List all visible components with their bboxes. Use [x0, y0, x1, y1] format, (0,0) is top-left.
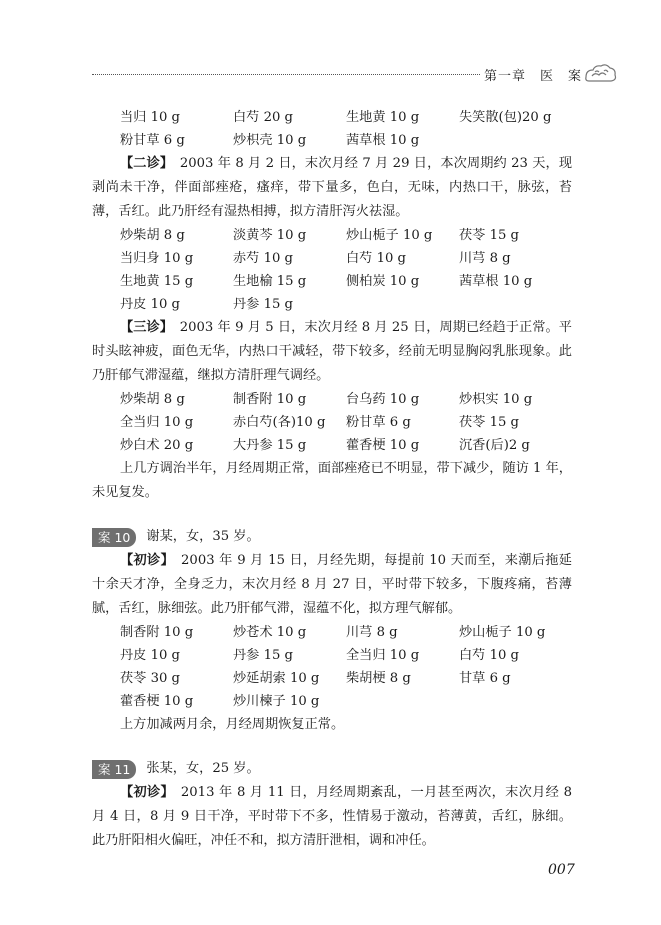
section-label: 医 案	[540, 69, 583, 84]
herb-dosage: 生地榆 15 g	[233, 274, 307, 289]
herb-dosage: 茯苓 15 g	[459, 415, 519, 430]
paragraph-text: 上方加减两月余，月经周期恢复正常。	[120, 717, 345, 732]
prescription-row	[120, 388, 572, 411]
prescription-list	[92, 106, 572, 152]
herb-dosage: 茜草根 10 g	[459, 274, 533, 289]
herb-dosage: 失笑散(包)20 g	[459, 110, 552, 125]
herb-dosage: 炒枳实 10 g	[459, 392, 533, 407]
herb-dosage: 藿香梗 10 g	[346, 438, 420, 453]
page-body	[92, 106, 572, 853]
cloud-ornament-icon	[582, 62, 618, 84]
herb-dosage: 全当归 10 g	[120, 415, 194, 430]
herb-dosage: 炒苍术 10 g	[233, 625, 307, 640]
prescription-list	[92, 621, 572, 713]
herb-dosage: 生地黄 10 g	[346, 110, 420, 125]
herb-dosage: 甘草 6 g	[459, 671, 511, 686]
herb-dosage: 全当归 10 g	[346, 648, 420, 663]
paragraph-text: 上几方调治半年，月经周期正常，面部痤疮已不明显，带下减少，随访 1 年，未见复发。	[92, 461, 572, 500]
prescription-row	[120, 224, 572, 247]
herb-dosage: 茯苓 30 g	[120, 671, 180, 686]
herb-dosage: 粉甘草 6 g	[120, 133, 185, 148]
patient-info: 张某，女，25 岁。	[146, 761, 260, 776]
herb-dosage: 炒白术 20 g	[120, 438, 194, 453]
herb-dosage: 茯苓 15 g	[459, 228, 519, 243]
paragraph	[92, 781, 572, 853]
herb-dosage: 淡黄芩 10 g	[233, 228, 307, 243]
paragraph-text: 2013 年 8 月 11 日，月经周期紊乱，一月甚至两次，末次月经 8 月 4 日，8 月 9 日干净，平时带下不多，性情易于激动，苔薄黄，舌红，脉细。此乃肝阳相火偏旺，冲任不和，拟方清肝泄相，调和冲任。	[92, 785, 572, 848]
herb-dosage: 白芍 20 g	[233, 110, 293, 125]
case-number-badge: 案 10	[92, 528, 136, 547]
prescription-row	[120, 129, 572, 152]
prescription-row	[120, 644, 572, 667]
chapter-title	[484, 65, 582, 84]
header-dotted-rule	[92, 74, 480, 75]
prescription-row	[120, 667, 572, 690]
herb-dosage: 炒柴胡 8 g	[120, 392, 185, 407]
herb-dosage: 丹参 15 g	[233, 297, 293, 312]
herb-dosage: 炒川楝子 10 g	[233, 694, 320, 709]
paragraph	[92, 316, 572, 388]
patient-info: 谢某，女，35 岁。	[146, 529, 260, 544]
prescription-row	[120, 270, 572, 293]
prescription-row	[120, 106, 572, 129]
herb-dosage: 茜草根 10 g	[346, 133, 420, 148]
visit-label: 【初诊】	[120, 785, 168, 800]
visit-label: 【三诊】	[120, 320, 167, 335]
herb-dosage: 粉甘草 6 g	[346, 415, 411, 430]
herb-dosage: 柴胡梗 8 g	[346, 671, 411, 686]
running-header	[92, 62, 612, 86]
prescription-row	[120, 434, 572, 457]
chapter-label: 第一章	[484, 69, 527, 84]
herb-dosage: 制香附 10 g	[233, 392, 307, 407]
prescription-row	[120, 247, 572, 270]
herb-dosage: 赤芍 10 g	[233, 251, 293, 266]
herb-dosage: 当归 10 g	[120, 110, 180, 125]
prescription-row	[120, 621, 572, 644]
herb-dosage: 白芍 10 g	[346, 251, 406, 266]
herb-dosage: 川芎 8 g	[459, 251, 511, 266]
herb-dosage: 炒山栀子 10 g	[346, 228, 433, 243]
paragraph	[92, 457, 572, 505]
herb-dosage: 制香附 10 g	[120, 625, 194, 640]
herb-dosage: 丹皮 10 g	[120, 297, 180, 312]
visit-label: 【初诊】	[120, 553, 168, 568]
herb-dosage: 当归身 10 g	[120, 251, 194, 266]
prescription-list	[92, 224, 572, 316]
herb-dosage: 赤白芍(各)10 g	[233, 415, 326, 430]
case-number-badge: 案 11	[92, 760, 136, 779]
herb-dosage: 侧柏炭 10 g	[346, 274, 420, 289]
visit-label: 【二诊】	[120, 156, 167, 171]
herb-dosage: 丹参 15 g	[233, 648, 293, 663]
herb-dosage: 炒山栀子 10 g	[459, 625, 546, 640]
paragraph-text: 2003 年 9 月 15 日，月经先期，每提前 10 天而至，来潮后拖延十余天才净，全身乏力，末次月经 8 月 27 日，平时带下较多，下腹疼痛，苔薄腻，舌红，脉细弦。此乃肝郁气滞，湿蕴不化，拟方理气解郁。	[92, 553, 572, 616]
herb-dosage: 炒柴胡 8 g	[120, 228, 185, 243]
page-number: 007	[548, 862, 575, 878]
herb-dosage: 台乌药 10 g	[346, 392, 420, 407]
paragraph-text: 2003 年 9 月 5 日，末次月经 8 月 25 日，周期已经趋于正常。平时头眩神疲，面色无华，内热口干减轻，带下较多，经前无明显胸闷乳胀现象。此乃肝郁气滞湿蕴，继拟方清肝理气调经。	[92, 320, 572, 383]
prescription-row	[120, 293, 572, 316]
herb-dosage: 炒延胡索 10 g	[233, 671, 320, 686]
herb-dosage: 丹皮 10 g	[120, 648, 180, 663]
prescription-row	[120, 411, 572, 434]
herb-dosage: 川芎 8 g	[346, 625, 398, 640]
paragraph	[92, 549, 572, 621]
herb-dosage: 沉香(后)2 g	[459, 438, 530, 453]
prescription-list	[92, 388, 572, 457]
herb-dosage: 大丹参 15 g	[233, 438, 307, 453]
paragraph-text: 2003 年 8 月 2 日，末次月经 7 月 29 日，本次周期约 23 天，现剥尚未干净，伴面部痤疮，瘙痒，带下量多，色白，无味，内热口干，脉弦，苔薄，舌红。此乃肝经有湿热相搏，拟方清肝泻火祛湿。	[92, 156, 572, 219]
herb-dosage: 白芍 10 g	[459, 648, 519, 663]
prescription-row	[120, 690, 572, 713]
case-heading	[92, 525, 572, 549]
case-heading	[92, 757, 572, 781]
paragraph	[92, 713, 572, 737]
paragraph	[92, 152, 572, 224]
herb-dosage: 炒枳壳 10 g	[233, 133, 307, 148]
herb-dosage: 藿香梗 10 g	[120, 694, 194, 709]
herb-dosage: 生地黄 15 g	[120, 274, 194, 289]
